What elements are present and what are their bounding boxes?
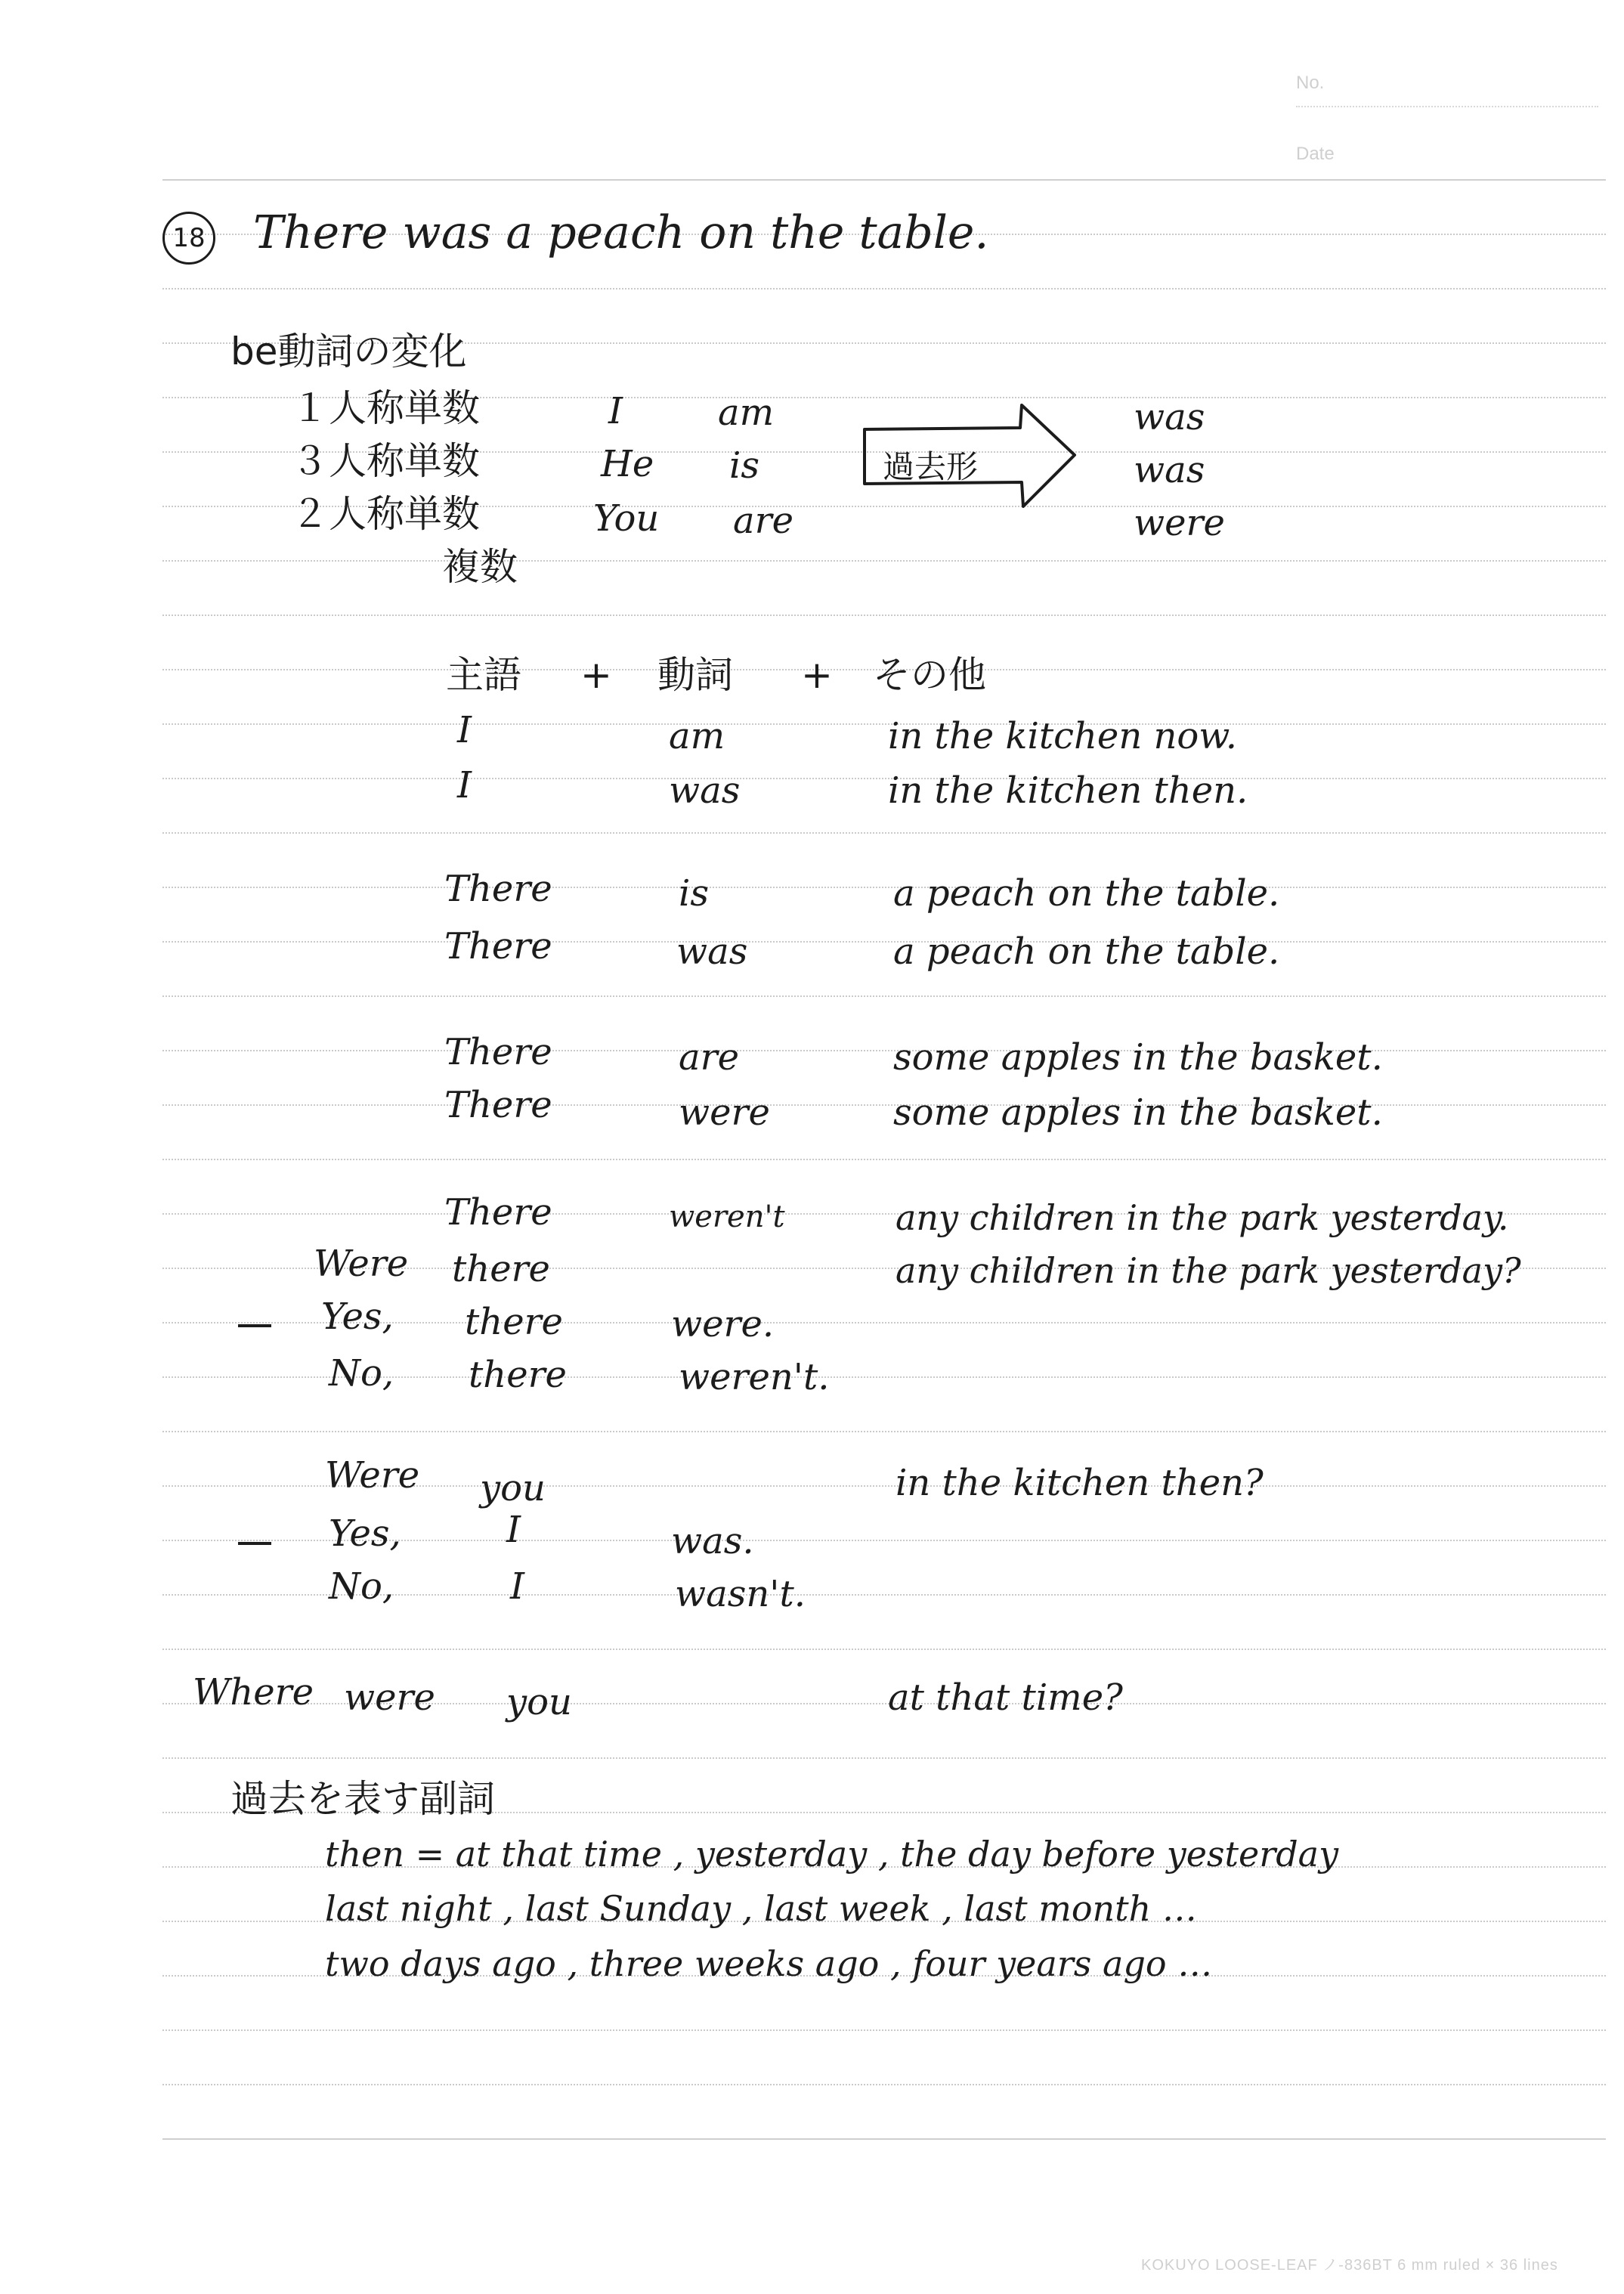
q3-rest: at that time?: [888, 1676, 1123, 1719]
q1-no-c: weren't.: [679, 1356, 830, 1398]
be-past: was: [1134, 396, 1205, 438]
be-plural: 複数: [442, 545, 518, 589]
be-past: were: [1134, 502, 1225, 544]
answer-dash: [238, 1542, 271, 1545]
adverb-line: then = at that time , yesterday , the day before yesterday: [325, 1834, 1339, 1875]
page-title: There was a peach on the table.: [253, 206, 989, 259]
row-subject: There: [444, 868, 552, 910]
be-subject: I: [608, 390, 623, 432]
col-verb: 動詞: [657, 653, 733, 697]
row-rest: some apples in the basket.: [893, 1036, 1383, 1079]
no-label: No.: [1296, 73, 1325, 93]
row-verb: are: [679, 1036, 739, 1079]
row-verb: were: [679, 1091, 770, 1134]
q1-were: Were: [314, 1243, 409, 1285]
be-subject: He: [601, 443, 654, 485]
row-subject: There: [444, 1084, 552, 1126]
paper-brand-footer: KOKUYO LOOSE-LEAF ノ-836BT 6 mm ruled × 36 lines: [1141, 2257, 1558, 2274]
q1-no-a: No,: [329, 1352, 394, 1395]
q2-rest: in the kitchen then?: [896, 1462, 1264, 1504]
plus-sign: +: [801, 653, 833, 697]
q2-no-c: wasn't.: [675, 1573, 806, 1615]
ruled-line: [162, 615, 1606, 616]
arrow-label: 過去形: [883, 448, 979, 485]
ruled-line: [162, 2084, 1606, 2085]
be-verb: am: [718, 392, 775, 434]
ruled-line: [162, 778, 1606, 779]
plus-sign: +: [580, 653, 612, 697]
ruled-line: [162, 1431, 1606, 1432]
q2-you: you: [480, 1467, 546, 1509]
q2-were: Were: [325, 1454, 420, 1497]
adverbs-heading: 過去を表す副詞: [230, 1777, 495, 1821]
ruled-line: [162, 1757, 1606, 1759]
ruled-line: [162, 995, 1606, 997]
adverb-line: last night , last Sunday , last week , last month …: [325, 1888, 1197, 1929]
ruled-line: [162, 1649, 1606, 1650]
row-subject: There: [444, 1031, 552, 1073]
q1-there: there: [452, 1248, 550, 1290]
row-verb: am: [669, 715, 725, 757]
adverb-line: two days ago , three weeks ago , four years ago …: [325, 1943, 1213, 1984]
row-verb: is: [679, 872, 709, 915]
q2-yes-b: I: [506, 1509, 521, 1551]
q1-yes-b: there: [465, 1301, 563, 1343]
row-subject: I: [457, 764, 472, 806]
row-verb: was: [669, 769, 741, 812]
row-subject: There: [444, 1191, 552, 1234]
row-rest: in the kitchen now.: [888, 715, 1237, 757]
row-verb: weren't: [669, 1200, 785, 1234]
q2-yes-c: was.: [671, 1520, 754, 1562]
q3-were: were: [344, 1676, 435, 1719]
be-verb: is: [729, 444, 759, 487]
col-other: その他: [873, 653, 986, 697]
row-rest: a peach on the table.: [893, 872, 1280, 915]
col-subject: 主語: [446, 653, 521, 697]
be-heading: be動詞の変化: [230, 330, 467, 373]
q1-yes-c: were.: [671, 1303, 775, 1345]
be-person: ２人称単数: [291, 492, 480, 536]
q2-no-a: No,: [329, 1565, 394, 1608]
row-rest: some apples in the basket.: [893, 1091, 1383, 1134]
q1-no-b: there: [469, 1354, 567, 1396]
row-verb: was: [676, 930, 748, 973]
ruled-line: [162, 1159, 1606, 1160]
row-rest: in the kitchen then.: [888, 769, 1248, 812]
ruled-line: [162, 288, 1606, 289]
q2-no-b: I: [510, 1565, 524, 1608]
row-subject: There: [444, 925, 552, 967]
q3-where: Where: [193, 1671, 314, 1714]
be-verb: are: [733, 500, 793, 542]
ruled-line: [162, 2029, 1606, 2031]
no-underline: [1296, 106, 1598, 107]
q3-you: you: [506, 1681, 572, 1723]
ruled-line: [162, 941, 1606, 943]
row-rest: a peach on the table.: [893, 930, 1280, 973]
ruled-line: [162, 723, 1606, 725]
answer-dash: [238, 1324, 271, 1327]
date-label: Date: [1296, 144, 1335, 164]
q1-yes-a: Yes,: [321, 1296, 394, 1338]
row-subject: I: [457, 709, 472, 751]
ruled-line: [162, 1050, 1606, 1051]
ruled-line: [162, 1104, 1606, 1106]
problem-number: 18: [162, 212, 215, 265]
q2-yes-a: Yes,: [329, 1512, 401, 1555]
be-subject: You: [593, 497, 660, 540]
be-person: １人称単数: [291, 386, 480, 430]
ruled-line: [162, 2138, 1606, 2140]
ruled-line: [162, 560, 1606, 562]
q1-rest: any children in the park yesterday?: [896, 1250, 1521, 1291]
ruled-line: [162, 832, 1606, 834]
ruled-line: [162, 179, 1606, 181]
ruled-line: [162, 887, 1606, 888]
be-person: ３人称単数: [291, 439, 480, 483]
row-rest: any children in the park yesterday.: [896, 1197, 1509, 1238]
be-past: was: [1134, 449, 1205, 491]
